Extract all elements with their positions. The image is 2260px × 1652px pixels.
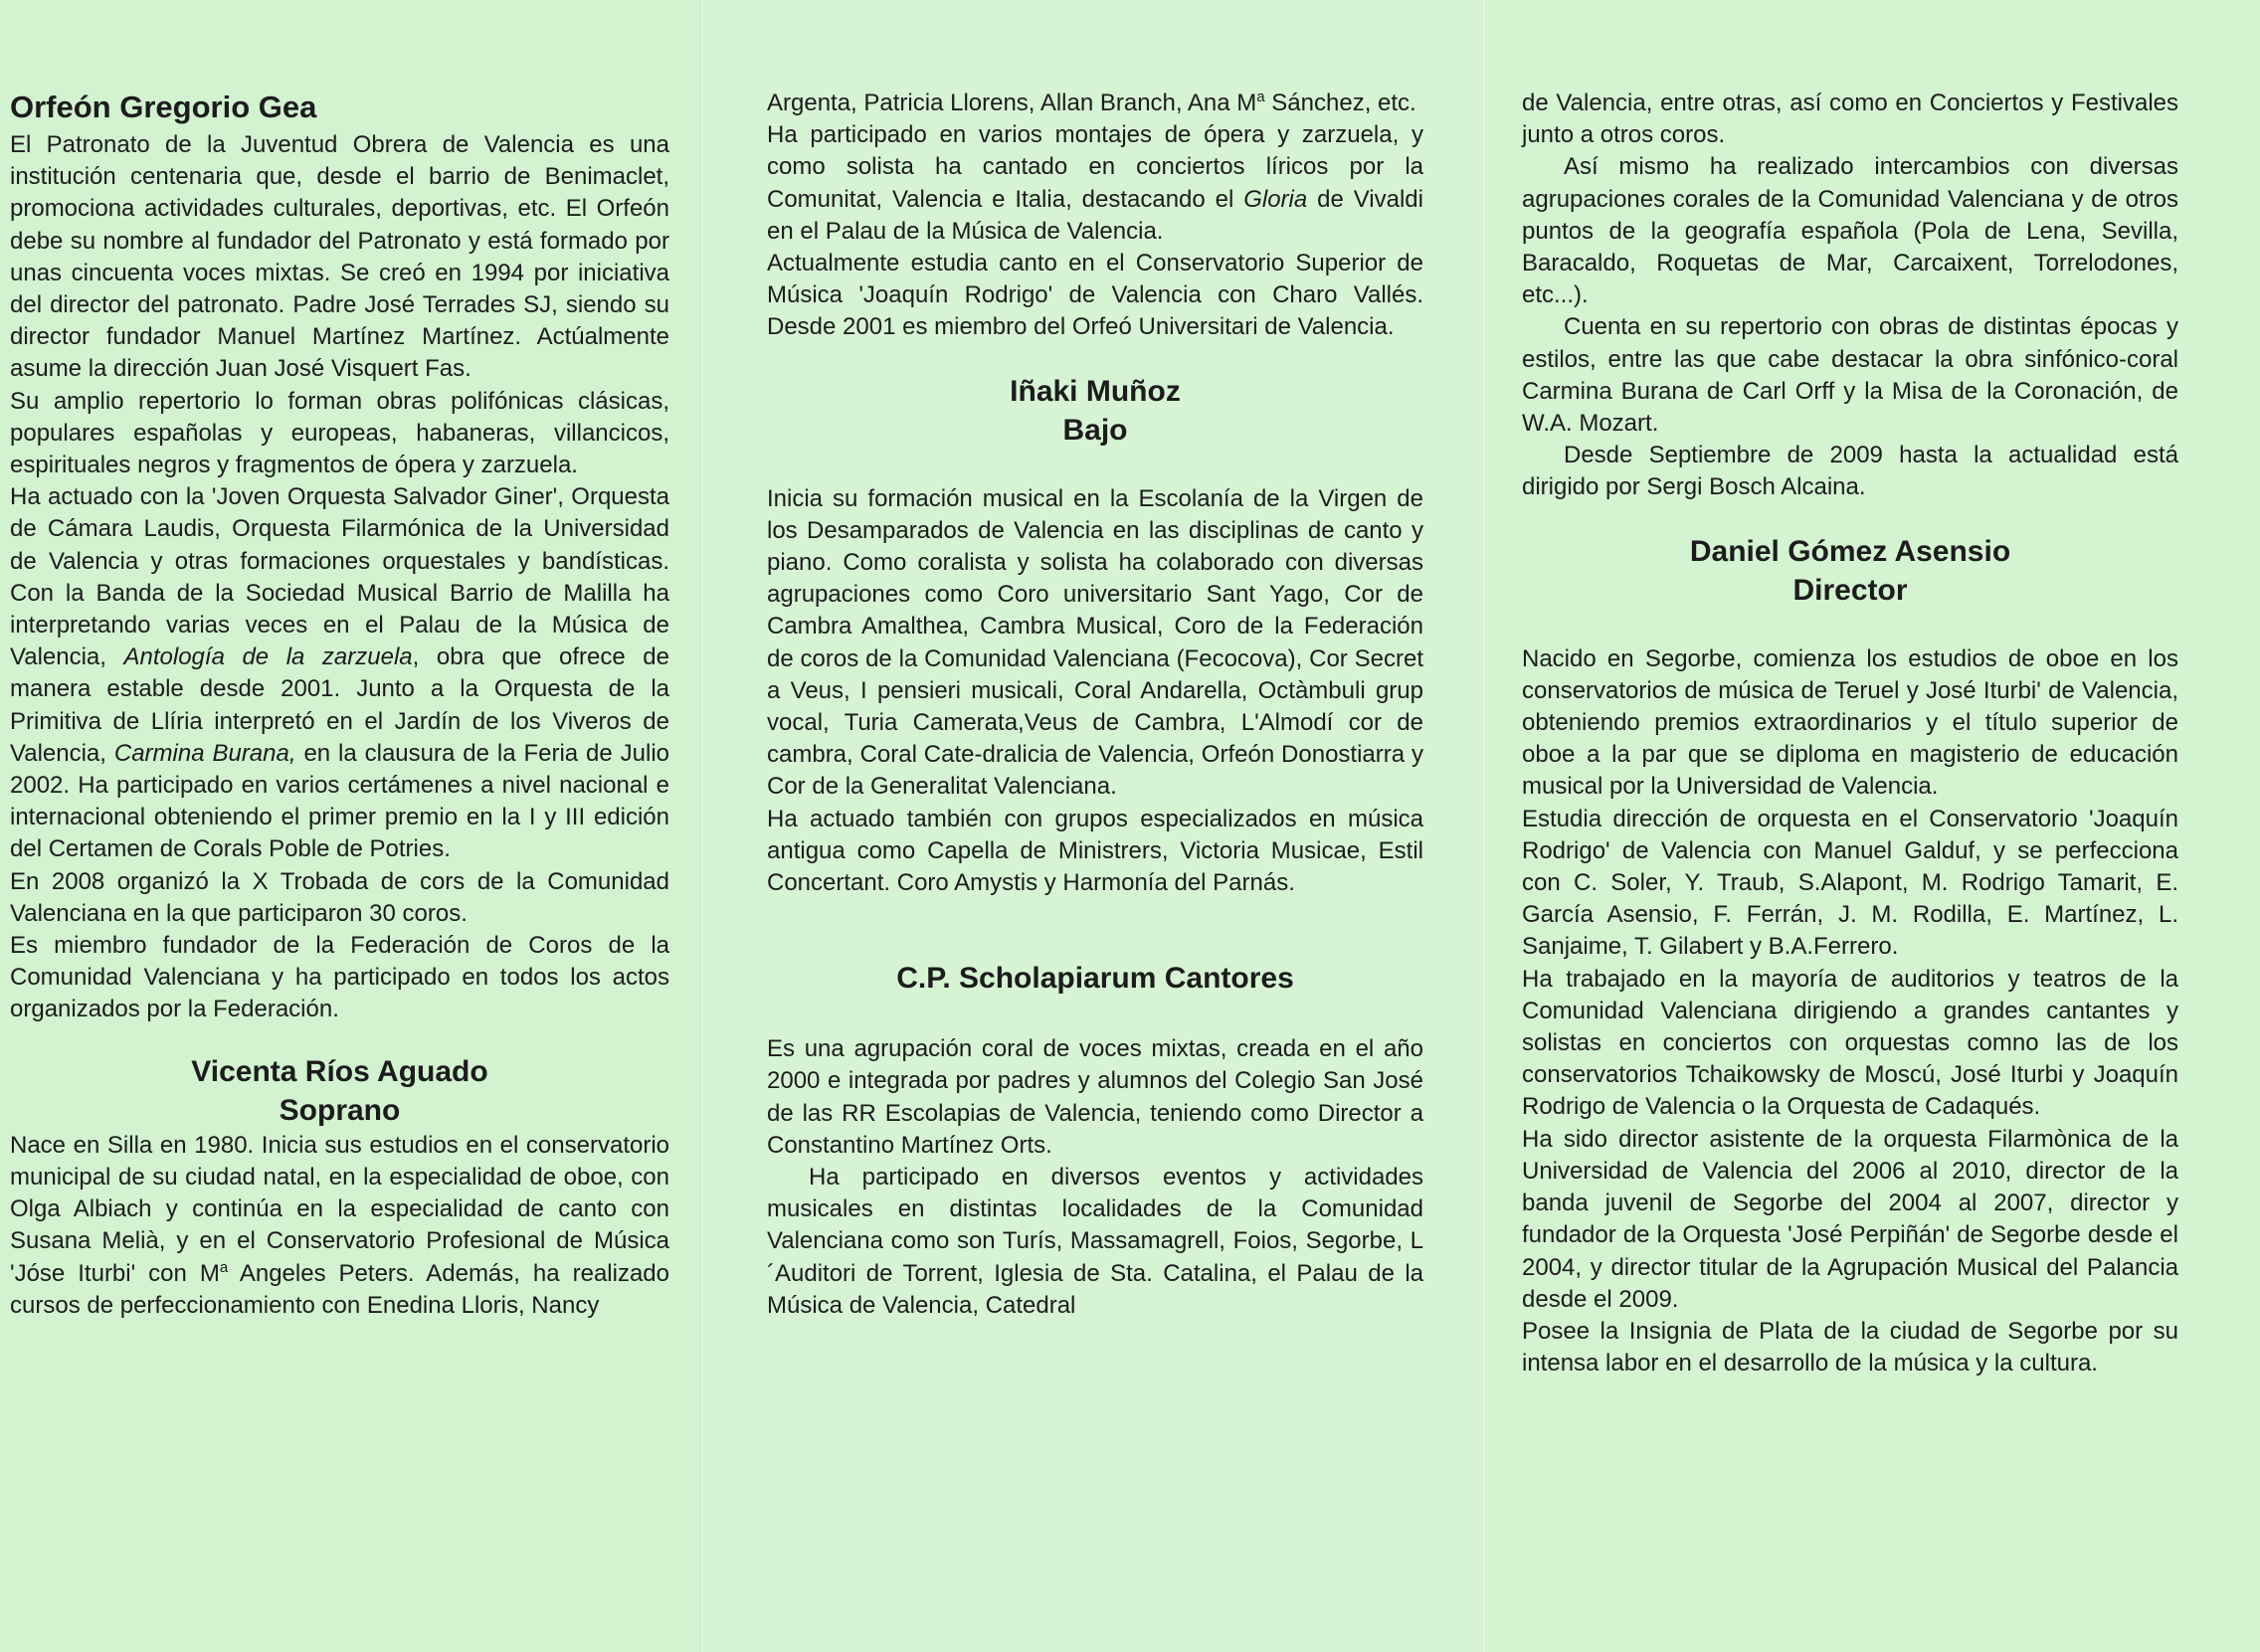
fold-line-left <box>700 0 704 1652</box>
paragraph: Nace en Silla en 1980. Inicia sus estudios en el conservatorio municipal de su ciudad natal, en la especialidad de oboe, con Olga Albiach y continúa en la especialidad de canto con Susana Melià, y en el Conservatorio Profesional de Música 'Jóse Iturbi' con $M^a$ Angeles Peters. Además, ha realizado cursos de perfeccionamiento con Enedina Lloris, Nancy <box>10 1131 669 1319</box>
paragraph: Ha actuado con la 'Joven Orquesta Salvador Giner', Orquesta de Cámara Laudis, Orquesta Filarmónica de la Universidad de Valencia y otras formaciones orquestales y bandísticas. Con la Banda de la Sociedad Musical Barrio de Malilla ha interpretando varias veces en el Palau de la Música de Valencia, Antología de la zarzuela, obra que ofrece de manera estable desde 2001. Junto a la Orquesta de la Primitiva de Llíria interpretó en el Jardín de los Viveros de Valencia, Carmina Burana, en la clausura de la Feria de Julio 2002. Ha participado en varios certámenes a nivel nacional e internacional obteniendo el primer premio en la I y III edición del Certamen de Corals Poble de Potries. <box>10 483 669 863</box>
section-title-inaki: Iñaki Muñoz <box>1010 374 1181 408</box>
paragraph: Ha sido director asistente de la orquesta Filarmònica de la Universidad de Valencia del 2006 al 2010, director de la banda juvenil de Segorbe del 2004 al 2007, director y fundador de la Orquesta 'José Perpiñán' de Segorbe desde el 2004, y director titular de la Agrupación Musical del Palancia desde el 2009. <box>1522 1125 2178 1313</box>
paragraph: Desde Septiembre de 2009 hasta la actualidad está dirigido por Sergi Bosch Alcaina. <box>1522 442 2178 501</box>
paragraph: Nacido en Segorbe, comienza los estudios de oboe en los conservatorios de música de Teruel y José Iturbi' de Valencia, obteniendo premios extraordinarios y el título superior de oboe a la par que se diploma en magisterio de educación musical por la Universidad de Valencia. <box>1522 644 2178 801</box>
column-left <box>10 88 669 1322</box>
paragraph: Ha participado en varios montajes de ópera y zarzuela, y como solista ha cantado en conciertos líricos por la Comunitat, Valencia e Italia, destacando el Gloria de Vivaldi en el Palau de la Música de Valencia. <box>767 121 1423 245</box>
paragraph: Actualmente estudia canto en el Conservatorio Superior de Música 'Joaquín Rodrigo' de Valencia con Charo Vallés. Desde 2001 es miembro del Orfeó Universitari de Valencia. <box>767 250 1423 341</box>
paragraph: Su amplio repertorio lo forman obras polifónicas clásicas, populares españolas y europeas, habaneras, villancicos, espirituales negros y fragmentos de ópera y zarzuela. <box>10 387 669 479</box>
section-subtitle-director: Director <box>1792 573 1908 607</box>
column-center <box>767 88 1423 1322</box>
section-subtitle-bajo: Bajo <box>1062 413 1128 447</box>
paragraph: Ha participado en diversos eventos y actividades musicales en distintas localidades de la Comunidad Valenciana como son Turís, Massamagrell, Foios, Segorbe, L´Auditori de Torrent, Iglesia de Sta. Catalina, el Palau de la Música de Valencia, Catedral <box>767 1164 1423 1319</box>
paragraph: Posee la Insignia de Plata de la ciudad de Segorbe por su intensa labor en el desarrollo de la música y la cultura. <box>1522 1317 2178 1377</box>
paragraph: Estudia dirección de orquesta en el Conservatorio 'Joaquín Rodrigo' de Valencia con Manuel Galduf, y se perfecciona con C. Soler, Y. Traub, S.Alapont, M. Rodrigo Tamarit, E. García Asensio, F. Ferrán, J. M. Rodilla, E. Martínez, L. Sanjaime, T. Gilabert y B.A.Ferrero. <box>1522 805 2178 961</box>
column-right <box>1522 88 2178 1379</box>
paragraph: Así mismo ha realizado intercambios con diversas agrupaciones corales de la Comunidad Valenciana y de otros puntos de la geografía española (Pola de Lena, Sevilla, Baracaldo, Roquetas de Mar, Carcaixent, Torrelodones, etc...). <box>1522 153 2178 309</box>
paragraph: de Valencia, entre otras, así como en Conciertos y Festivales junto a otros coros. <box>1522 90 2178 149</box>
fold-line-right <box>1482 0 1486 1652</box>
section-title-orfeon: Orfeón Gregorio Gea <box>10 90 317 124</box>
paragraph: Ha actuado también con grupos especializados en música antigua como Capella de Ministrers, Victoria Musicae, Estil Concertant. Coro Amystis y Harmonía del Parnás. <box>767 805 1423 897</box>
section-title-daniel: Daniel Gómez Asensio <box>1689 534 2011 568</box>
paragraph: En 2008 organizó la X Trobada de cors de la Comunidad Valenciana en la que participaron 30 coros. <box>10 867 669 927</box>
paragraph: Inicia su formación musical en la Escolanía de la Virgen de los Desamparados de Valencia en las disciplinas de canto y piano. Como coralista y solista ha colaborado con diversas agrupaciones como Coro universitario Sant Yago, Cor de Cambra Amalthea, Cambra Musical, Coro de la Federación de coros de la Comunidad Valenciana (Fecocova), Cor Secret a Veus, I pensieri musicali, Coral Andarella, Octàmbuli grup vocal, Turia Camerata,Veus de Cambra, L'Almodí cor de cambra, Coral Cate-dralicia de Valencia, Orfeón Donostiarra y Cor de la Generalitat Valenciana. <box>767 484 1423 801</box>
paragraph: El Patronato de la Juventud Obrera de Valencia es una institución centenaria que, desde el barrio de Benimaclet, promociona actividades culturales, deportivas, etc. El Orfeón debe su nombre al fundador del Patronato y está formado por unas cincuenta voces mixtas. Se creó en 1994 por iniciativa del director del patronato. Padre José Terrades SJ, siendo su director fundador Manuel Martínez Martínez. Actúalmente asume la dirección Juan José Visquert Fas. <box>10 131 669 383</box>
section-subtitle-soprano: Soprano <box>279 1093 401 1127</box>
paragraph: Es una agrupación coral de voces mixtas, creada en el año 2000 e integrada por padres y alumnos del Colegio San José de las RR Escolapias de Valencia, teniendo como Director a Constantino Martínez Orts. <box>767 1035 1423 1159</box>
paragraph: Cuenta en su repertorio con obras de distintas épocas y estilos, entre las que cabe destacar la obra sinfónico-coral Carmina Burana de Carl Orff y la Misa de la Coronación, de W.A. Mozart. <box>1522 313 2178 438</box>
paragraph: Es miembro fundador de la Federación de Coros de la Comunidad Valenciana y ha participado en todos los actos organizados por la Federación. <box>10 932 669 1023</box>
section-title-vicenta: Vicenta Ríos Aguado <box>191 1054 488 1088</box>
paragraph: Ha trabajado en la mayoría de auditorios y teatros de la Comunidad Valenciana dirigiendo a grandes cantantes y solistas en conciertos con orquestas comno las de los conservatorios Tchaikowsky de Moscú, José Iturbi y Joaquín Rodrigo de Valencia o la Orquesta de Cadaqués. <box>1522 965 2178 1121</box>
paragraph: Argenta, Patricia Llorens, Allan Branch, Ana $M^a$ Sánchez, etc. <box>767 89 1416 116</box>
section-title-scholapiarum: C.P. Scholapiarum Cantores <box>896 962 1294 996</box>
